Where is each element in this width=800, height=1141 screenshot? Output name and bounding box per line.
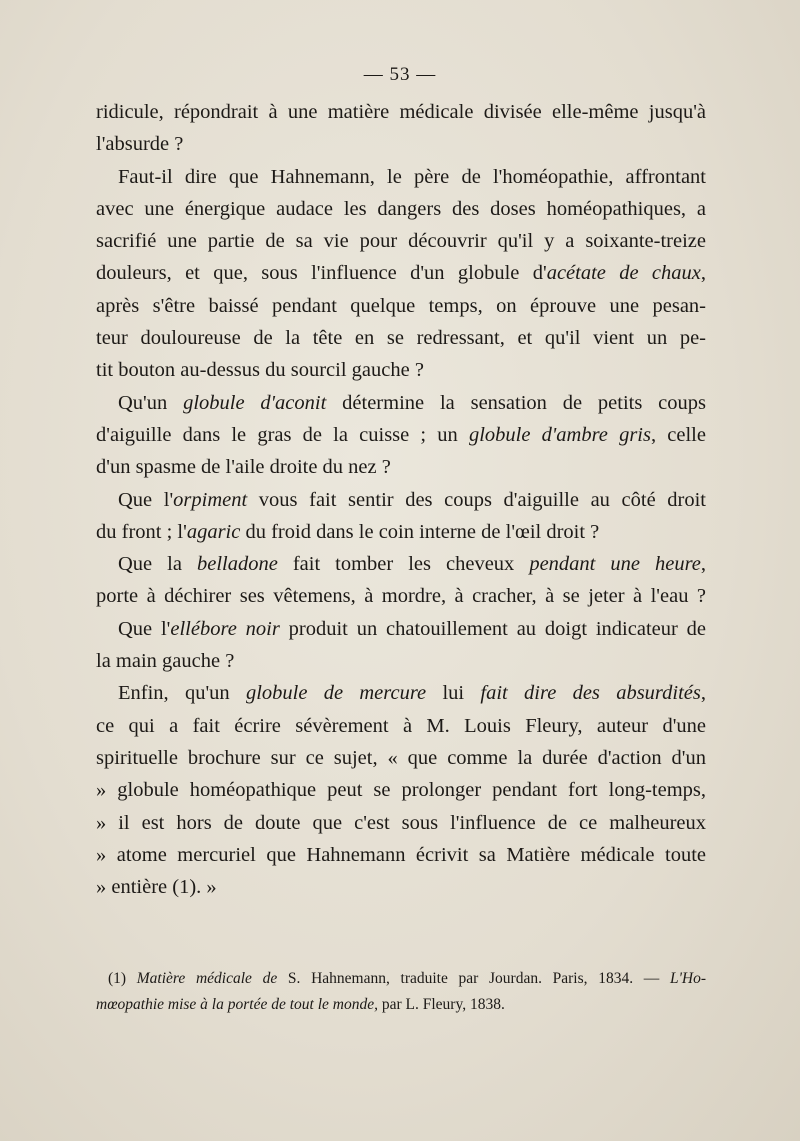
- text-line: sacrifié une partie de sa vie pour découvrir qu'il y a soixante-treize: [96, 230, 706, 253]
- italic-term: fait dire des absurdités: [480, 682, 701, 705]
- text-run: Que la: [118, 553, 197, 576]
- italic-term: globule d'ambre gris: [468, 423, 651, 446]
- footnote-marker: (1): [108, 970, 137, 987]
- footnote-text: par L. Fleury, 1838.: [377, 996, 505, 1013]
- text-line: ridicule, répondrait à une matière médicale divisée elle-même jusqu'à: [96, 101, 706, 123]
- text-line: [96, 419, 706, 451]
- text-line: tit bouton au-dessus du sourcil gauche ?: [96, 359, 424, 382]
- page-number: — 53 —: [363, 64, 437, 85]
- text-line: » globule homéopathique peut se prolonger pendant fort long-temps,: [96, 779, 706, 802]
- text-run: , celle: [650, 423, 706, 446]
- text-line: [96, 484, 706, 516]
- text-line: » il est hors de doute que c'est sous l'influence de ce malheureux: [96, 811, 706, 834]
- text-run: Que l': [118, 488, 174, 511]
- text-run: fait tomber les cheveux: [277, 553, 530, 576]
- text-line: [96, 387, 706, 419]
- text-line: Faut-il dire que Hahnemann, le père de l'homéopathie, affrontant: [118, 165, 706, 188]
- text-line: spirituelle brochure sur ce sujet, « que comme la durée d'action d'un: [96, 746, 706, 769]
- text-line: teur douloureuse de la tête en se redressant, et qu'il vient un pe-: [96, 327, 706, 350]
- text-run: détermine la sensation de petits coups: [326, 391, 707, 414]
- text-line: avec une énergique audace les dangers des doses homéopathiques, a: [96, 197, 706, 220]
- text-run: ,: [700, 262, 706, 285]
- text-run: douleurs, et que, sous l'influence d'un globule d': [96, 262, 547, 285]
- text-run: ,: [700, 553, 707, 576]
- footnote-title: L'Ho-: [669, 970, 706, 987]
- text-line: ce qui a fait écrire sévèrement à M. Louis Fleury, auteur d'une: [96, 714, 706, 737]
- italic-term: globule d'aconit: [183, 391, 327, 414]
- text-line: [96, 257, 706, 289]
- text-run: d'aiguille dans le gras de la cuisse ; un: [96, 423, 469, 446]
- text-run: produit un chatouillement au doigt indicateur de: [279, 617, 707, 640]
- italic-term: agaric: [186, 520, 241, 543]
- text-line: l'absurde ?: [96, 133, 184, 156]
- text-line: [96, 677, 706, 709]
- text-line: la main gauche ?: [96, 650, 235, 673]
- footnote-title: mœopathie mise à la portée de tout le monde,: [96, 996, 378, 1013]
- footnote-title: Matière médicale de: [136, 970, 278, 987]
- italic-term: pendant une heure: [529, 553, 701, 576]
- text-line: [96, 516, 706, 548]
- text-run: lui: [426, 682, 481, 705]
- text-line: porte à déchirer ses vêtemens, à mordre, à cracher, à se jeter à l'eau ?: [96, 585, 706, 608]
- text-line: [96, 548, 706, 580]
- text-run: Enfin, qu'un: [118, 682, 246, 705]
- italic-term: orpiment: [173, 488, 248, 511]
- italic-term: ellébore noir: [170, 617, 280, 640]
- footnote-line: [96, 992, 706, 1018]
- text-run: du froid dans le coin interne de l'œil droit ?: [240, 520, 600, 543]
- footnote: [96, 966, 706, 1018]
- italic-term: globule de mercure: [245, 682, 427, 705]
- text-line: d'un spasme de l'aile droite du nez ?: [96, 456, 391, 479]
- footnote-text: S. Hahnemann, traduite par Jourdan. Paris, 1834. —: [277, 970, 670, 987]
- text-line: [96, 613, 706, 645]
- italic-term: belladone: [196, 553, 278, 576]
- text-line: après s'être baissé pendant quelque temps, on éprouve une pesan-: [96, 294, 706, 317]
- text-run: Qu'un: [118, 391, 184, 414]
- text-run: ,: [700, 682, 706, 705]
- text-run: Que l': [118, 617, 171, 640]
- text-run: vous fait sentir des coups d'aiguille au côté droit: [247, 488, 706, 511]
- italic-term: acétate de chaux: [546, 262, 701, 285]
- body-text: [96, 96, 706, 903]
- text-line: » entière (1). »: [96, 876, 217, 899]
- text-run: du front ; l': [96, 520, 187, 543]
- text-line: » atome mercuriel que Hahnemann écrivit sa Matière médicale toute: [96, 843, 706, 866]
- footnote-line: [108, 966, 706, 992]
